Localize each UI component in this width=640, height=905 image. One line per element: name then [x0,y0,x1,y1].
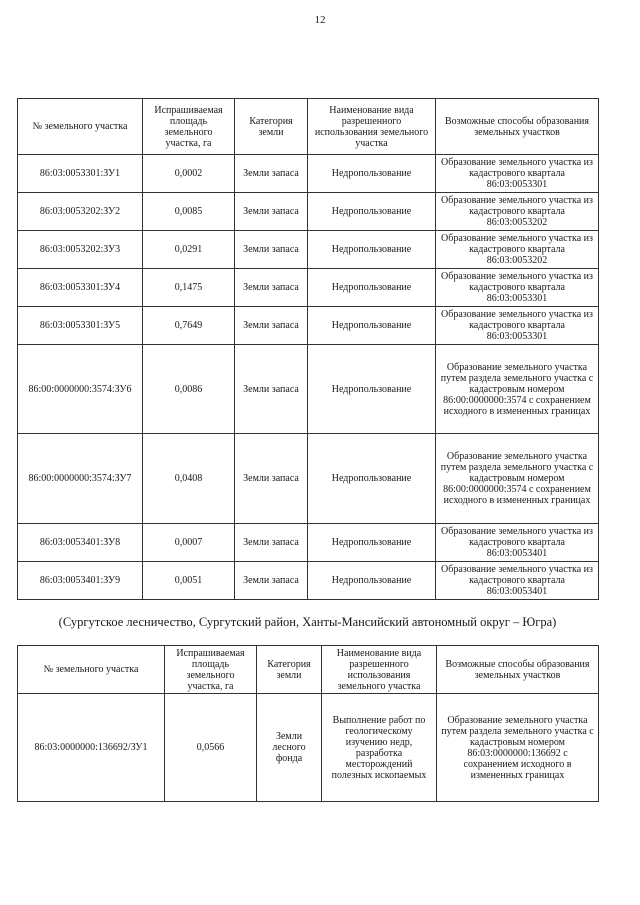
area-cell: 0,1475 [143,269,235,307]
area-cell: 0,0408 [143,434,235,524]
use-cell: Недропользование [308,269,436,307]
method-cell: Образование земельного участка путем раздела земельного участка с кадастровым номером 86:00:0000000:3574 с сохранением исходного в измененных границах [436,434,599,524]
category-cell: Земли запаса [235,307,308,345]
page-number: 12 [314,14,326,26]
table-header-row [18,646,599,694]
use-cell: Недропользование [308,524,436,562]
area-cell: 0,0007 [143,524,235,562]
method-cell: Образование земельного участка из кадастрового квартала 86:03:0053301 [436,307,599,345]
category-cell: Земли запаса [235,562,308,600]
header-formation-method: Возможные способы образования земельных участков [436,99,599,155]
plot-number-cell: 86:00:0000000:3574:ЗУ6 [18,345,143,434]
table-row [18,345,599,434]
plot-number-cell: 86:03:0053202:ЗУ2 [18,193,143,231]
table-row [18,231,599,269]
table-row [18,562,599,600]
method-cell: Образование земельного участка путем раздела земельного участка с кадастровым номером 86:03:0000000:136692 с сохранением исходного в измененных границах [437,694,599,802]
area-cell: 0,7649 [143,307,235,345]
area-cell: 0,0051 [143,562,235,600]
header-land-category: Категория земли [257,646,322,694]
category-cell: Земли лесного фонда [257,694,322,802]
category-cell: Земли запаса [235,231,308,269]
header-area: Испрашиваемая площадь земельного участка, га [143,99,235,155]
method-cell: Образование земельного участка из кадастрового квартала 86:03:0053202 [436,231,599,269]
area-cell: 0,0086 [143,345,235,434]
use-cell: Недропользование [308,231,436,269]
method-cell: Образование земельного участка путем раздела земельного участка с кадастровым номером 86:00:0000000:3574 с сохранением исходного в измененных границах [436,345,599,434]
header-plot-number: № земельного участка [18,99,143,155]
category-cell: Земли запаса [235,193,308,231]
table-row [18,193,599,231]
use-cell: Недропользование [308,307,436,345]
category-cell: Земли запаса [235,524,308,562]
method-cell: Образование земельного участка из кадастрового квартала 86:03:0053401 [436,562,599,600]
plot-number-cell: 86:03:0053301:ЗУ5 [18,307,143,345]
plot-number-cell: 86:03:0053202:ЗУ3 [18,231,143,269]
section-caption: (Сургутское лесничество, Сургутский район, Ханты-Мансийский автономный округ – Югра) [58,615,557,629]
category-cell: Земли запаса [235,269,308,307]
plot-number-cell: 86:03:0000000:136692/ЗУ1 [18,694,165,802]
plot-number-cell: 86:03:0053401:ЗУ9 [18,562,143,600]
use-cell: Недропользование [308,434,436,524]
method-cell: Образование земельного участка из кадастрового квартала 86:03:0053301 [436,155,599,193]
table-row [18,155,599,193]
land-plots-table [17,98,599,600]
category-cell: Земли запаса [235,434,308,524]
forest-plot-table [17,645,599,802]
area-cell: 0,0566 [165,694,257,802]
table-row [18,694,599,802]
area-cell: 0,0002 [143,155,235,193]
category-cell: Земли запаса [235,345,308,434]
table-row [18,524,599,562]
header-formation-method: Возможные способы образования земельных участков [437,646,599,694]
table-header-row [18,99,599,155]
method-cell: Образование земельного участка из кадастрового квартала 86:03:0053202 [436,193,599,231]
plot-number-cell: 86:03:0053301:ЗУ1 [18,155,143,193]
use-cell: Недропользование [308,193,436,231]
area-cell: 0,0085 [143,193,235,231]
plot-number-cell: 86:00:0000000:3574:ЗУ7 [18,434,143,524]
table-row [18,269,599,307]
use-cell: Недропользование [308,562,436,600]
area-cell: 0,0291 [143,231,235,269]
header-area: Испрашиваемая площадь земельного участка, га [165,646,257,694]
method-cell: Образование земельного участка из кадастрового квартала 86:03:0053401 [436,524,599,562]
header-land-category: Категория земли [235,99,308,155]
plot-number-cell: 86:03:0053301:ЗУ4 [18,269,143,307]
header-permitted-use: Наименование вида разрешенного использования земельного участка [308,99,436,155]
method-cell: Образование земельного участка из кадастрового квартала 86:03:0053301 [436,269,599,307]
use-cell: Недропользование [308,345,436,434]
plot-number-cell: 86:03:0053401:ЗУ8 [18,524,143,562]
use-cell: Выполнение работ по геологическому изучению недр, разработка месторождений полезных ископаемых [322,694,437,802]
table-row [18,307,599,345]
use-cell: Недропользование [308,155,436,193]
category-cell: Земли запаса [235,155,308,193]
header-plot-number: № земельного участка [18,646,165,694]
table-row [18,434,599,524]
header-permitted-use: Наименование вида разрешенного использования земельного участка [322,646,437,694]
